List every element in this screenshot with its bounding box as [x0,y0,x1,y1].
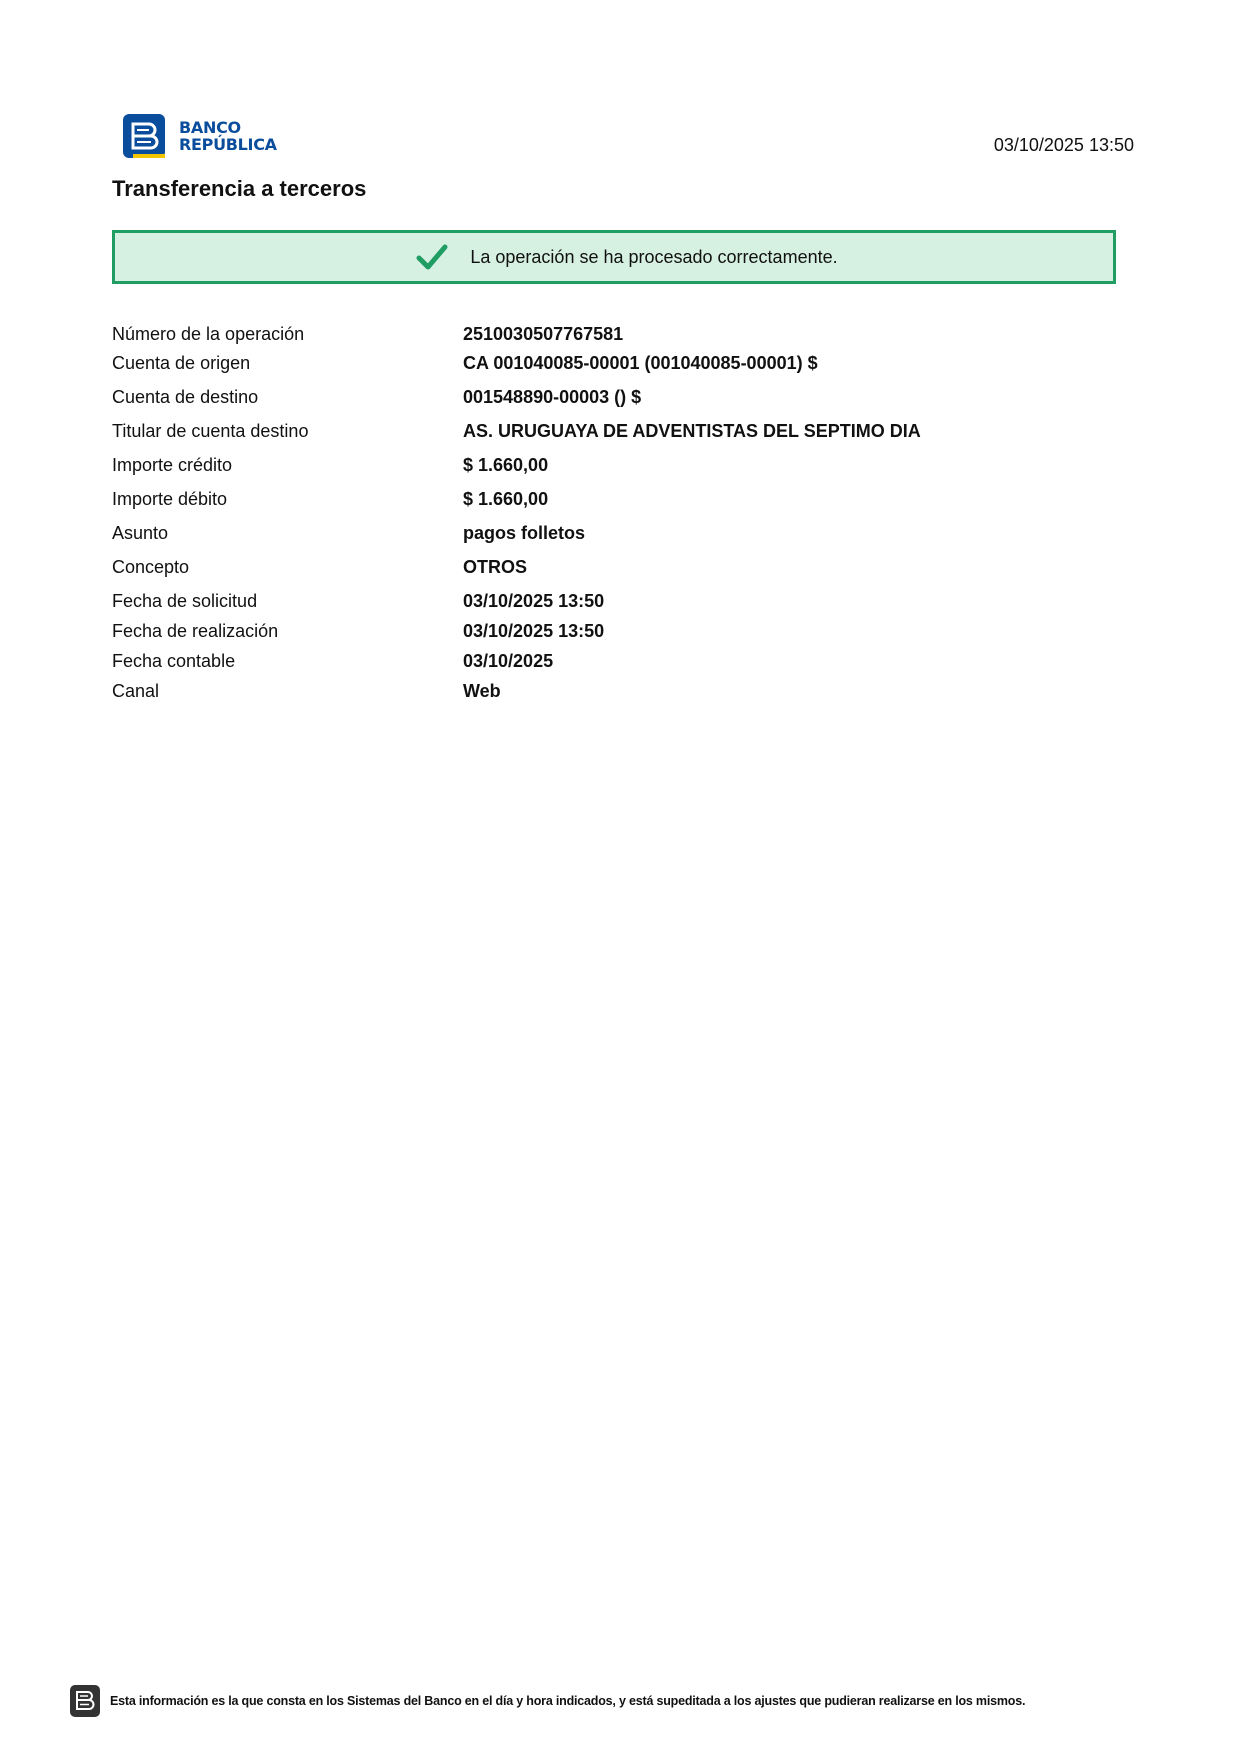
success-message: La operación se ha procesado correctamente. [470,247,838,267]
footer-disclaimer: Esta información es la que consta en los Sistemas del Banco en el día y hora indicados, y está supeditada a los ajustes que pudieran realizarse en los mismos. [110,1694,1026,1708]
detail-row-subject [112,520,1112,546]
success-alert-content [416,243,837,271]
detail-value: 03/10/2025 13:50 [463,591,605,611]
detail-value: 001548890-00003 () $ [463,387,642,407]
detail-value: AS. URUGUAYA DE ADVENTISTAS DEL SEPTIMO DIA [463,421,921,441]
detail-label: Concepto [112,557,190,577]
detail-label: Asunto [112,523,169,543]
detail-label: Canal [112,681,160,701]
detail-row-credit-amount [112,452,1112,478]
detail-label: Importe débito [112,489,228,509]
detail-row-destination-holder [112,418,1112,444]
detail-value: CA 001040085-00001 (001040085-00001) $ [463,353,818,373]
detail-value: Web [463,681,501,701]
detail-row-execution-date [112,618,1112,644]
page-title: Transferencia a terceros [112,176,367,201]
checkmark-icon [416,243,448,271]
detail-label: Titular de cuenta destino [112,421,309,441]
detail-row-accounting-date [112,648,1112,674]
detail-label: Fecha de realización [112,621,279,641]
detail-row-destination-account [112,384,1112,410]
detail-row-request-date [112,588,1112,614]
success-alert [112,230,1116,284]
bank-logo [123,114,277,158]
detail-value: 03/10/2025 [463,651,554,671]
detail-value: $ 1.660,00 [463,489,549,509]
detail-label: Fecha de solicitud [112,591,258,611]
detail-value: pagos folletos [463,523,586,543]
detail-row-operation-number [112,321,1112,347]
logo-line-republica: REPÚBLICA [179,135,277,154]
detail-label: Cuenta de destino [112,387,259,407]
detail-row-debit-amount [112,486,1112,512]
detail-label: Cuenta de origen [112,353,251,373]
detail-row-origin-account [112,350,1112,376]
detail-label: Importe crédito [112,455,233,475]
detail-value: $ 1.660,00 [463,455,549,475]
logo-line-banco: BANCO [179,118,241,137]
footer [70,1685,1025,1717]
detail-label: Número de la operación [112,324,305,344]
detail-value: 03/10/2025 13:50 [463,621,605,641]
detail-row-concept [112,554,1112,580]
bank-logo-small-icon [70,1685,100,1717]
detail-label: Fecha contable [112,651,236,671]
bank-logo-icon [123,114,167,158]
bank-logo-text [179,119,277,153]
detail-value: 2510030507767581 [463,324,624,344]
detail-value: OTROS [463,557,528,577]
header-timestamp: 03/10/2025 13:50 [993,135,1134,155]
detail-row-channel [112,678,1112,704]
